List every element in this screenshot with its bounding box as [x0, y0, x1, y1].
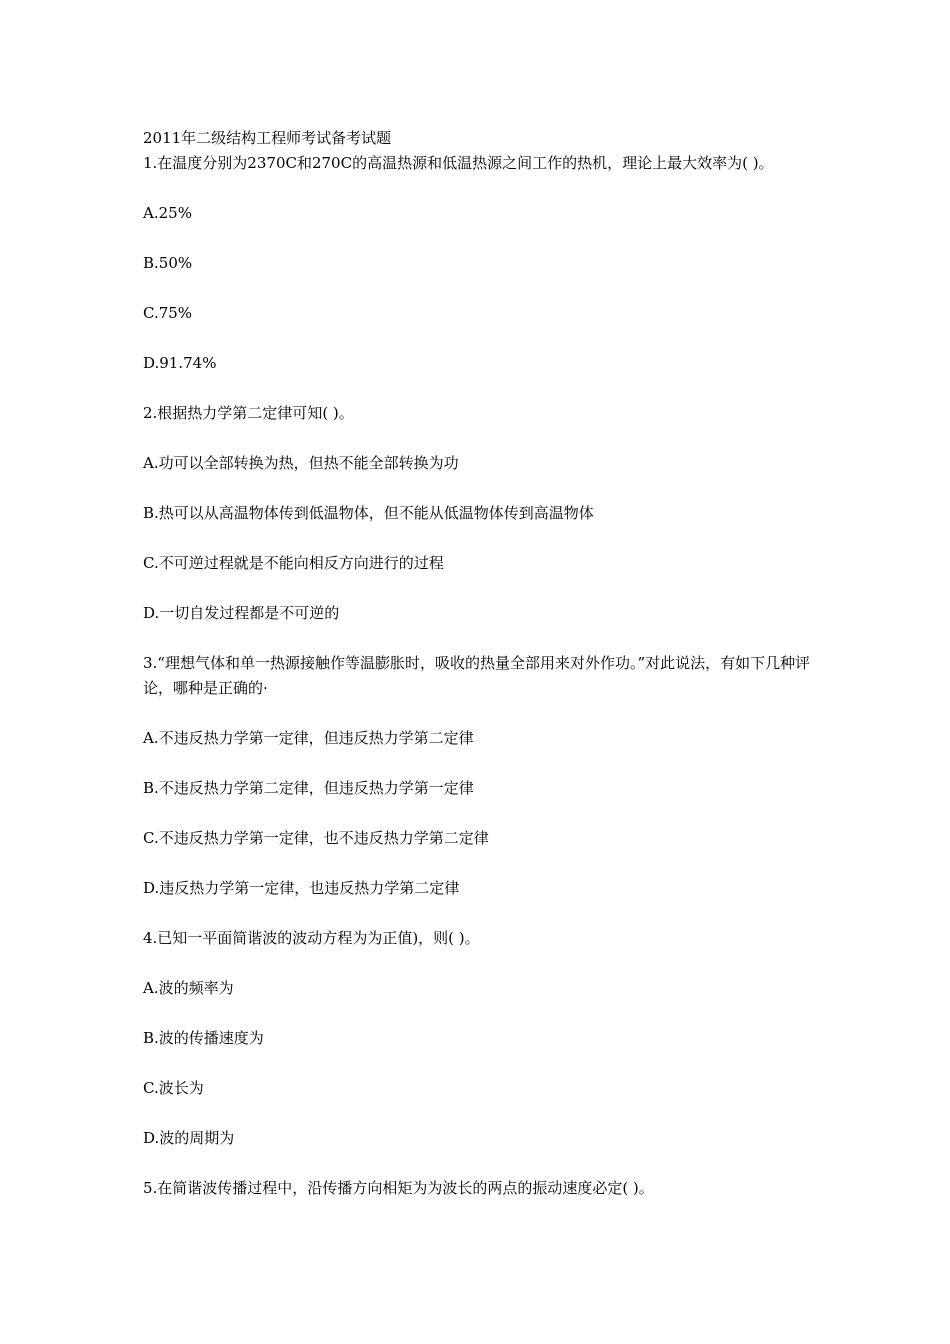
document-title: 2011年二级结构工程师考试备考试题 — [143, 129, 392, 147]
question-4-option-b: B.波的传播速度为 — [143, 1029, 264, 1047]
question-3-option-c: C.不违反热力学第一定律，也不违反热力学第二定律 — [143, 829, 489, 847]
question-1-option-c: C.75% — [143, 304, 193, 322]
question-2-option-d: D.一切自发过程都是不可逆的 — [143, 604, 340, 622]
question-2-option-b: B.热可以从高温物体传到低温物体，但不能从低温物体传到高温物体 — [143, 504, 594, 522]
question-1-option-d: D.91.74% — [143, 354, 217, 372]
question-4-option-c: C.波长为 — [143, 1079, 204, 1097]
question-2-option-c: C.不可逆过程就是不能向相反方向进行的过程 — [143, 554, 444, 572]
question-2-option-a: A.功可以全部转换为热，但热不能全部转换为功 — [143, 454, 459, 472]
question-2-stem: 2.根据热力学第二定律可知( )。 — [143, 404, 354, 422]
question-3-option-b: B.不违反热力学第二定律，但违反热力学第一定律 — [143, 779, 474, 797]
question-4-stem: 4.已知一平面简谐波的波动方程为为正值)，则( )。 — [143, 929, 480, 947]
question-1-stem: 1.在温度分别为2370C和270C的高温热源和低温热源之间工作的热机，理论上最大效率为( )。 — [143, 154, 774, 172]
question-4-option-d: D.波的周期为 — [143, 1129, 235, 1147]
question-1-option-b: B.50% — [143, 254, 193, 272]
document-page — [143, 126, 815, 1201]
question-4-option-a: A.波的频率为 — [143, 979, 234, 997]
question-3-option-d: D.违反热力学第一定律，也违反热力学第二定律 — [143, 879, 460, 897]
question-5-stem: 5.在简谐波传播过程中，沿传播方向相矩为为波长的两点的振动速度必定( )。 — [143, 1179, 654, 1197]
question-3-stem: 3.“理想气体和单一热源接触作等温膨胀时，吸收的热量全部用来对外作功。”对此说法，有如下几种评论，哪种是正确的· — [143, 654, 811, 697]
question-3-option-a: A.不违反热力学第一定律，但违反热力学第二定律 — [143, 729, 474, 747]
question-1-option-a: A.25% — [143, 204, 192, 222]
